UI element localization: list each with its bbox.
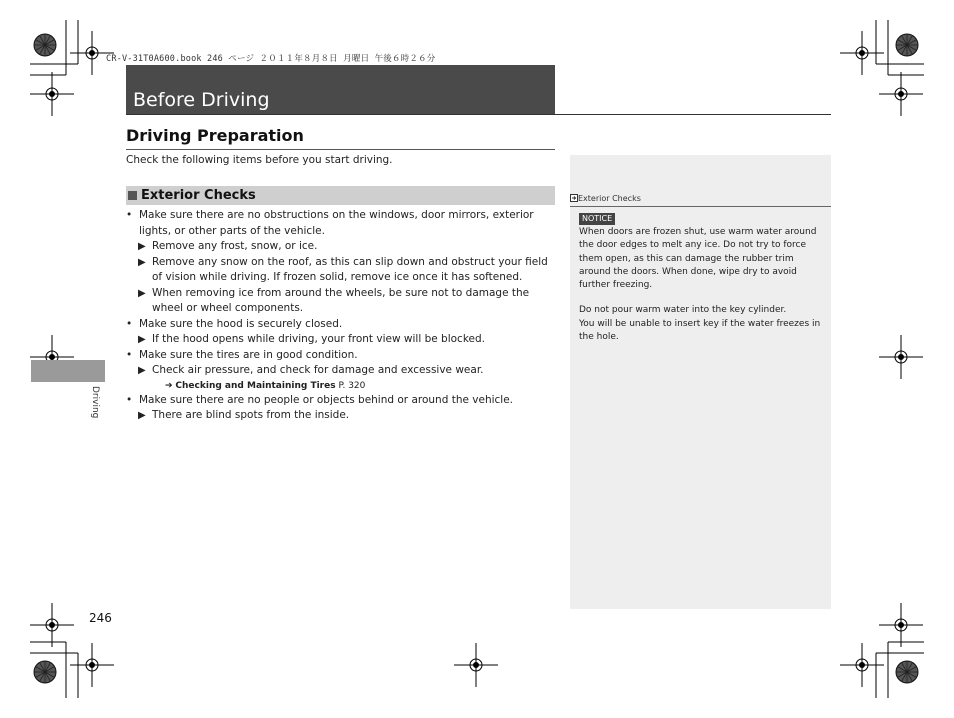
section-title: Driving Preparation: [126, 126, 304, 145]
list-item-text: Make sure the hood is securely closed.: [139, 317, 343, 330]
sidebar-rule: [570, 206, 831, 207]
notice-badge: NOTICE: [579, 213, 615, 225]
section-rule: [126, 149, 555, 150]
sidebar-line: Do not pour warm water into the key cylinder.: [579, 305, 787, 316]
bullet-icon: •: [126, 209, 133, 221]
list-item-text: Make sure there are no obstructions on the windows, door mirrors, exterior lights, or other parts of the vehicle.: [139, 209, 534, 237]
sidebar-line: You will be unable to insert key if the water freezes in the hole.: [579, 318, 821, 343]
reference-title: Checking and Maintaining Tires: [175, 380, 336, 391]
list-item: [126, 208, 556, 239]
reference-box-icon: [570, 194, 578, 202]
sub-item-text: There are blind spots from the inside.: [152, 409, 350, 421]
registration-crosshair-icon: [840, 643, 884, 687]
list-item: [126, 393, 556, 409]
cross-reference-link[interactable]: [126, 379, 556, 393]
arrow-icon: ▶: [138, 256, 146, 268]
bullet-icon: •: [126, 393, 133, 406]
arrow-icon: ▶: [138, 365, 146, 376]
sidebar-paragraph: When doors are frozen shut, use warm water around the door edges to melt any ice. Do not try to force them open, as this can damage the rubber trim around the doors. When done, wipe dry to avoid further freezing.: [579, 227, 817, 291]
chapter-tab-label: Driving: [90, 386, 100, 419]
sub-item-text: If the hood opens while driving, your front view will be blocked.: [152, 333, 485, 345]
registration-crosshair-icon: [879, 335, 923, 379]
sub-item-text: When removing ice from around the wheels, be sure not to damage the wheel or wheel components.: [152, 286, 530, 314]
sub-item-text: Remove any frost, snow, or ice.: [152, 240, 318, 252]
sidebar-heading: [570, 194, 641, 203]
intro-text: Check the following items before you start driving.: [126, 154, 393, 166]
sidebar-heading-text: Exterior Checks: [578, 194, 641, 203]
registration-dial-icon: [34, 661, 56, 683]
registration-crosshair-icon: [840, 31, 884, 75]
bullet-icon: •: [126, 348, 133, 361]
registration-crosshair-icon: [454, 643, 498, 687]
registration-dial-icon: [896, 661, 918, 683]
registration-crosshair-icon: [70, 643, 114, 687]
arrow-icon: ▶: [138, 287, 146, 299]
sub-item: [126, 286, 556, 317]
arrow-icon: ▶: [138, 410, 146, 421]
registration-dial-icon: [34, 34, 56, 56]
list-item: [126, 348, 556, 364]
registration-crosshair-icon: [30, 603, 74, 647]
arrow-icon: ▶: [138, 334, 146, 345]
page-number: 246: [89, 611, 112, 625]
arrow-icon: ▶: [138, 241, 146, 252]
list-item: [126, 317, 556, 333]
sub-item-text: Remove any snow on the roof, as this can slip down and obstruct your field of vision while driving. If frozen solid, remove ice once it has softened.: [152, 255, 548, 283]
registration-crosshair-icon: [879, 72, 923, 116]
print-header: CR-V-31T0A600.book 246 ページ ２０１１年８月８日 月曜日 午後６時２６分: [106, 54, 436, 64]
registration-dial-icon: [896, 34, 918, 56]
sub-item: [126, 332, 556, 348]
sidebar-text: [579, 226, 825, 344]
sub-item: [126, 408, 556, 424]
chapter-tab: [31, 360, 105, 382]
reference-page: P. 320: [338, 380, 366, 391]
subsection-title: Exterior Checks: [141, 188, 256, 203]
list-item-text: Make sure the tires are in good condition.: [139, 348, 358, 361]
chapter-rule: [126, 114, 831, 115]
registration-crosshair-icon: [30, 72, 74, 116]
sub-item-text: Check air pressure, and check for damage and excessive wear.: [152, 364, 484, 376]
list-item-text: Make sure there are no people or objects behind or around the vehicle.: [139, 393, 514, 406]
chapter-title: Before Driving: [133, 89, 270, 111]
sub-item: [126, 239, 556, 255]
checklist: [126, 208, 556, 424]
reference-arrow-icon: ➔: [165, 380, 173, 391]
square-icon: [128, 191, 137, 200]
bullet-icon: •: [126, 317, 133, 330]
sub-item: [126, 363, 556, 379]
sub-item: [126, 255, 556, 286]
registration-crosshair-icon: [879, 603, 923, 647]
